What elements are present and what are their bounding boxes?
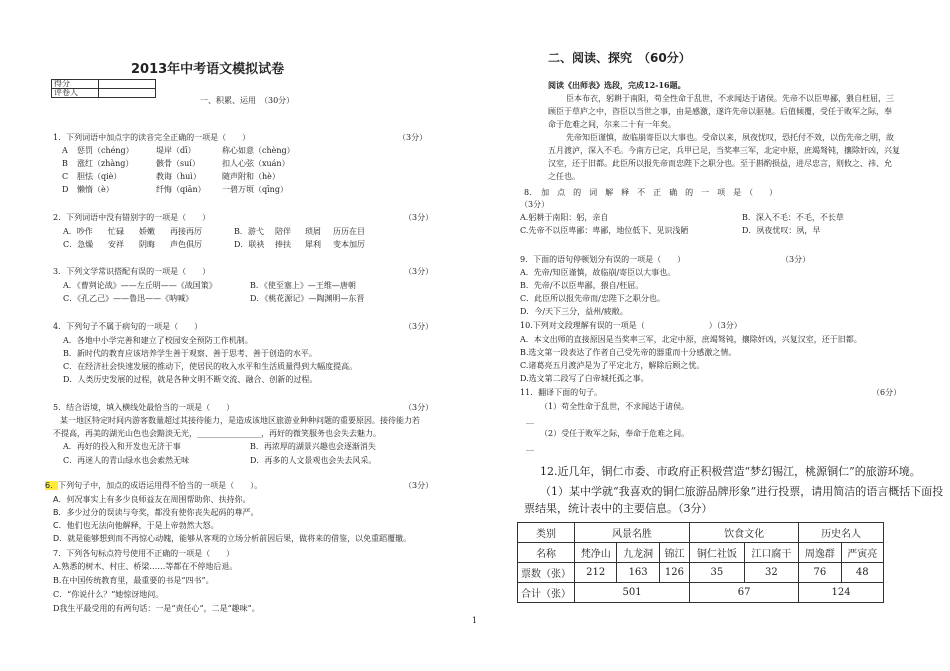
q7-option-c: C．“你说什么？”她惊讶地问。 <box>53 590 164 599</box>
q2-c-3: 阴晦 <box>139 240 155 249</box>
q2-a-4: 再接再厉 <box>170 227 202 236</box>
table-cell: 126 <box>659 563 689 583</box>
table-cell: 周逸群 <box>799 543 841 563</box>
reading-title: 阅读《出师表》选段，完成12-16题。 <box>548 80 686 90</box>
q11-item-1: （1）苟全性命于乱世，不求闻达于诸侯。 <box>540 402 690 411</box>
q4-stem: 4．下列句子不属于病句的一项是（ ） <box>53 322 203 331</box>
q2-a-3: 娇嫩 <box>139 227 155 236</box>
q2-b-1: B．游弋 <box>234 227 264 236</box>
passage-line-5: 五月渡泸，深入不毛。今南方已定，兵甲已足，当奖率三军，北定中原，庶竭驽钝，攘除奸凶，兴复 <box>548 146 900 155</box>
q4-option-b: B．新时代的教育应该培养学生善于观察、善于思考、善于创造的水平。 <box>63 349 317 358</box>
q2-d-1: D．联袂 <box>234 240 265 249</box>
table-cell: 48 <box>841 563 883 583</box>
passage-line-4: 先帝知臣谨慎，故临崩寄臣以大事也。受命以来，夙夜忧叹，恐托付不效，以伤先帝之明，故 <box>566 133 894 142</box>
table-cell: 35 <box>690 563 745 583</box>
q6-number: 6． <box>45 481 59 490</box>
q10-option-c: C.诸葛亮五月渡泸是为了平定北方，解除后顾之忧。 <box>520 361 705 370</box>
q1-row-a-1: 惩罚（chéng） <box>77 146 134 155</box>
q5-option-a: A．再好的投入和开发也无济于事 <box>63 442 181 451</box>
q5-option-d: D．再多的人文景观也会失去风采。 <box>250 456 377 465</box>
q11-item-2: （2）受任于败军之际，奉命于危难之间。 <box>540 429 690 438</box>
section1-heading: 一、积累、运用 （30分） <box>200 96 295 105</box>
q8-option-c: C.先帝不以臣卑鄙：卑鄙，地位低下、见识浅陋 <box>520 226 689 235</box>
q12-stem: 12.近几年，铜仁市委、市政府正积极营造“梦幻锡江，桃源铜仁”的旅游环境。 <box>540 465 921 478</box>
q10-option-d: D.选文第二段写了白帝城托孤之事。 <box>520 374 649 383</box>
q1-stem: 1．下列词语中加点字的读音完全正确的一项是（ ） <box>53 133 251 142</box>
q1-row-b-2: 骸骨（suí） <box>156 159 200 168</box>
table-header-cell: 历史名人 <box>799 523 884 543</box>
q9-stem: 9．下面的语句停顿划分有误的一项是（ ） <box>520 255 686 264</box>
page-number: 1 <box>472 616 478 625</box>
q2-b-3: 琐屑 <box>305 227 321 236</box>
q2-c-4: 声色俱厉 <box>170 240 202 249</box>
q2-c-2: 安祥 <box>108 240 124 249</box>
q11-answer-blank-2[interactable]: ＿ <box>526 443 534 452</box>
q7-option-a: A.熟悉的树木、村庄、桥梁……等都在不停地后退。 <box>53 562 238 571</box>
q2-d-4: 变本加厉 <box>333 240 365 249</box>
table-row <box>518 543 884 563</box>
q4-option-a: A．各地中小学完善和建立了校园安全预防工作机制。 <box>63 336 253 345</box>
q9-option-c: C．此臣所以报先帝而/忠陛下之职分也。 <box>520 294 665 303</box>
table-row-label: 合计（张） <box>518 583 575 603</box>
table-cell: 124 <box>799 583 884 603</box>
table-cell: 212 <box>575 563 617 583</box>
q12-sub1-line2: 票结果，统计表中的主要信息。（3分） <box>524 502 713 515</box>
q8-option-d: D．夙夜忧叹：夙，早 <box>742 226 821 235</box>
table-cell: 九龙洞 <box>617 543 659 563</box>
q3-d: D．《桃花源记》—陶渊明—东晋 <box>250 294 365 303</box>
q1-row-d-3: 一碧万顷（qīng） <box>222 185 288 194</box>
q8-option-b: B．深入不毛：不毛，不长草 <box>742 213 844 222</box>
q1-row-c-label: C <box>62 172 69 181</box>
q10-option-a: A．本文出师的直接原因是当奖率三军，北定中原，庶竭驽钝，攘除奸凶，兴复汉室，还于旧都。 <box>520 335 862 344</box>
q3-a: A．《曹刿论战》——左丘明——《战国策》 <box>63 281 217 290</box>
q6-option-d: D．就是能够想到而不再惊心动魄，能够从客观的立场分析前因后果，做将来的借鉴，以免重蹈覆辙。 <box>53 534 412 543</box>
q1-row-b-3: 扣人心弦（xuán） <box>222 159 290 168</box>
q6-option-a: A．何况事实上有多少良师益友在周围帮助你、扶持你。 <box>53 495 251 504</box>
q2-stem: 2．下列词语中没有错别字的一项是（ ） <box>53 213 211 222</box>
q9-score: （3分） <box>781 255 811 264</box>
q5-passage-2: 不提高，再美的湖光山色也会黯淡无光，________________，再好的微笑服务也会失去魅力。 <box>53 429 381 438</box>
table-cell: 锦江 <box>659 543 689 563</box>
grader-cell <box>99 89 156 98</box>
q5-passage-1: 某一地区特定时间内游客数量超过其接待能力，是造成该地区旅游业种种问题的重要原因。接待能力若 <box>60 416 420 425</box>
q2-b-4: 历历在目 <box>333 227 365 236</box>
q5-option-c: C．再迷人的青山绿水也会索然无味 <box>63 456 190 465</box>
q11-stem: 11．翻译下面的句子。 <box>520 388 603 397</box>
q6-stem: 下列句子中，加点的成语运用得不恰当的一项是（ ）。 <box>58 481 263 490</box>
section2-heading: 二、阅读、探究 （60分） <box>548 51 691 65</box>
vote-stats-table <box>517 522 884 603</box>
q6-option-c: C．他们也无法向他解释，于是上帝勃然大怒。 <box>53 521 219 530</box>
q1-row-d-label: D <box>62 185 69 194</box>
table-row <box>518 583 884 603</box>
q2-a-1: A．吵作 <box>63 227 93 236</box>
table-cell: 江口腐干 <box>744 543 799 563</box>
table-cell: 501 <box>575 583 690 603</box>
q1-row-d-2: 纤悔（qiān） <box>156 185 206 194</box>
q9-option-a: A．先帝/知臣谨慎，故临崩/寄臣以大事也。 <box>520 268 676 277</box>
q1-row-a-3: 称心如意（chèng） <box>222 146 295 155</box>
q3-score: （3分） <box>404 267 434 276</box>
passage-line-2: 顾臣于草庐之中，咨臣以当世之事，由是感激，遂许先帝以驱驰。后值倾覆，受任于败军之际，奉 <box>548 107 892 116</box>
table-cell: 76 <box>799 563 841 583</box>
passage-line-3: 命于危难之间，尔来二十有一年矣。 <box>548 120 676 129</box>
q5-stem: 5．结合语境，填入横线处最恰当的一项是（ ） <box>53 403 235 412</box>
q1-score: （3分） <box>398 133 428 142</box>
grader-label: 评卷人 <box>52 89 99 98</box>
q1-row-b-label: B <box>62 159 68 168</box>
q2-a-2: 忙碌 <box>108 227 124 236</box>
table-cell: 67 <box>690 583 799 603</box>
score-label: 得分 <box>52 80 99 89</box>
q1-row-a-2: 堤岸（dī） <box>156 146 196 155</box>
table-row <box>518 523 884 543</box>
table-row-label: 名称 <box>518 543 575 563</box>
q9-option-d: D．今/天下三分，益州/疲敝。 <box>520 307 628 316</box>
q1-row-c-3: 随声附和（hè） <box>222 172 280 181</box>
table-row-label: 票数（张） <box>518 563 575 583</box>
q1-row-d-1: 懒惰（è） <box>77 185 114 194</box>
table-header-cell: 风景名胜 <box>575 523 690 543</box>
q5-option-b: B．再浓厚的湖景兴趣也会逐渐消失 <box>250 442 376 451</box>
q5-score: （3分） <box>404 403 434 412</box>
q10-option-b: B.选文第一段表达了作者自己受先帝的器重而十分感激之情。 <box>520 348 737 357</box>
q8-stem: 8． 加 点 的 词 解 释 不 正 确 的 一 项 是 （ ） <box>524 188 778 197</box>
table-cell: 梵净山 <box>575 543 617 563</box>
q4-score: （3分） <box>404 322 434 331</box>
table-row <box>518 563 884 583</box>
q1-row-c-1: 胆怯（qiè） <box>77 172 122 181</box>
q1-row-b-1: 涨红（zhàng） <box>77 159 134 168</box>
table-cell: 铜仁社饭 <box>690 543 745 563</box>
q11-answer-blank-1[interactable]: ＿ <box>526 416 534 425</box>
q8-score: （3分） <box>520 200 550 209</box>
q2-d-2: 捧扶 <box>275 240 291 249</box>
q12-sub1-line1: （1）某中学就“我喜欢的铜仁旅游品牌形象”进行投票，请用简洁的语言概括下面投 <box>540 485 944 498</box>
q2-score: （3分） <box>404 213 434 222</box>
table-header-cell: 类别 <box>518 523 575 543</box>
q11-score: （6分） <box>872 388 902 397</box>
page-title: 2013年中考语文模拟试卷 <box>131 62 285 77</box>
q3-stem: 3．下列文学常识搭配有误的一项是（ ） <box>53 267 211 276</box>
q9-option-b: B．先帝/不以臣卑鄙，猥自/枉屈。 <box>520 281 644 290</box>
q8-option-a: A.躬耕于南阳：躬，亲自 <box>520 213 609 222</box>
q2-d-3: 犀利 <box>305 240 321 249</box>
q1-row-a-label: A <box>62 146 68 155</box>
q7-option-b: B.在中国传统教育里，最重要的书是“四书”。 <box>53 576 214 585</box>
q6-score: （3分） <box>404 481 434 490</box>
passage-line-1: 臣本布衣，躬耕于南阳，苟全性命于乱世，不求闻达于诸侯。先帝不以臣卑鄙，猥自枉屈，三 <box>566 94 894 103</box>
score-cell <box>99 80 156 89</box>
q10-stem: 10.下列对文段理解有误的一项是（ ）（3分） <box>520 321 742 330</box>
table-cell: 163 <box>617 563 659 583</box>
passage-line-7: 之任也。 <box>548 172 580 181</box>
passage-line-6: 汉室，还于旧都。此臣所以报先帝而忠陛下之职分也。至于斟酌损益，进尽忠言，则攸之、祎、允 <box>548 159 892 168</box>
q3-c: C．《孔乙己》——鲁迅——《呐喊》 <box>63 294 194 303</box>
q7-option-d: D我生平最受用的有两句话：一是“责任心”，二是“趣味”。 <box>53 604 260 613</box>
q2-c-1: C．急燥 <box>63 240 94 249</box>
q7-stem: 7．下列各句标点符号使用不正确的一项是（ ） <box>53 549 235 558</box>
q6-option-b: B．多少过分的误读与夸奖，都没有使你丧失起码的尊严。 <box>53 508 259 517</box>
q1-row-c-2: 教诲（huì） <box>156 172 201 181</box>
table-header-cell: 饮食文化 <box>690 523 799 543</box>
q2-b-2: 陪伴 <box>275 227 291 236</box>
q4-option-c: C．在经济社会快速发展的推动下，使居民的收入水平和生活质量得到大幅度提高。 <box>63 362 358 371</box>
table-cell: 32 <box>744 563 799 583</box>
table-cell: 严寅亮 <box>841 543 883 563</box>
q3-b: B．《使至塞上》—王维—唐朝 <box>250 281 356 290</box>
score-table <box>51 79 156 98</box>
q4-option-d: D．人类历史发展的过程，就是各种文明不断交流、融合、创新的过程。 <box>63 375 318 384</box>
